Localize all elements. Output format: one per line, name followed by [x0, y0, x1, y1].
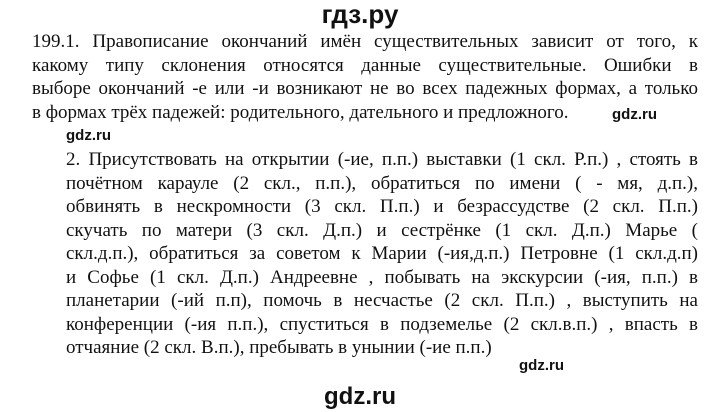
- answer-paragraph-1: [32, 30, 698, 124]
- text-line: 2. Присутствовать на открытии (-ие, п.п.) выставки (1 скл. Р.п.) , стоять в: [66, 149, 698, 170]
- text-line: отчаяние (2 скл. В.п.), пребывать в унынии (-ие п.п.): [66, 337, 492, 358]
- watermark: gdz.ru: [612, 106, 657, 123]
- site-title: гдз.ру: [321, 0, 399, 29]
- answer-paragraph-2: [66, 148, 698, 360]
- watermark: gdz.ru: [519, 357, 564, 374]
- site-watermark-footer: gdz.ru: [324, 383, 396, 410]
- text-line: какому типу склонения относятся данные существительные. Ошибки в: [32, 54, 698, 76]
- text-line: 199.1. Правописание окончаний имён существительных зависит от того, к: [32, 31, 698, 52]
- watermark: gdz.ru: [66, 127, 111, 144]
- text-line: скучать по матери (3 скл. Д.п.) и сестрёнке (1 скл. Д.п.) Марье (: [66, 219, 698, 241]
- text-line: выборе окончаний -е или -и возникают не во всех падежных формах, а только: [32, 78, 698, 99]
- text-line: конференции (-ия п.п.), спуститься в подземелье (2 скл.в.п.) , впасть в: [66, 313, 698, 335]
- text-line: скл.д.п.), обратиться за советом к Марии (-ия,д.п.) Петровне (1 скл.д.п): [66, 243, 698, 264]
- text-line: обвинять в нескромности (3 скл. П.п.) и безрассудстве (2 скл. П.п.): [66, 196, 698, 217]
- text-line: в формах трёх падежей: родительного, дательного и предложного.: [32, 101, 569, 123]
- text-line: почётном карауле (2 скл., п.п.), обратиться по имени ( - мя, д.п.),: [66, 172, 698, 194]
- text-line: планетарии (-ий п.п), помочь в несчастье (2 скл. П.п.) , выступить на: [66, 290, 698, 311]
- text-line: и Софье (1 скл. Д.п.) Андреевне , побывать на экскурсии (-ия, п.п.) в: [66, 266, 698, 288]
